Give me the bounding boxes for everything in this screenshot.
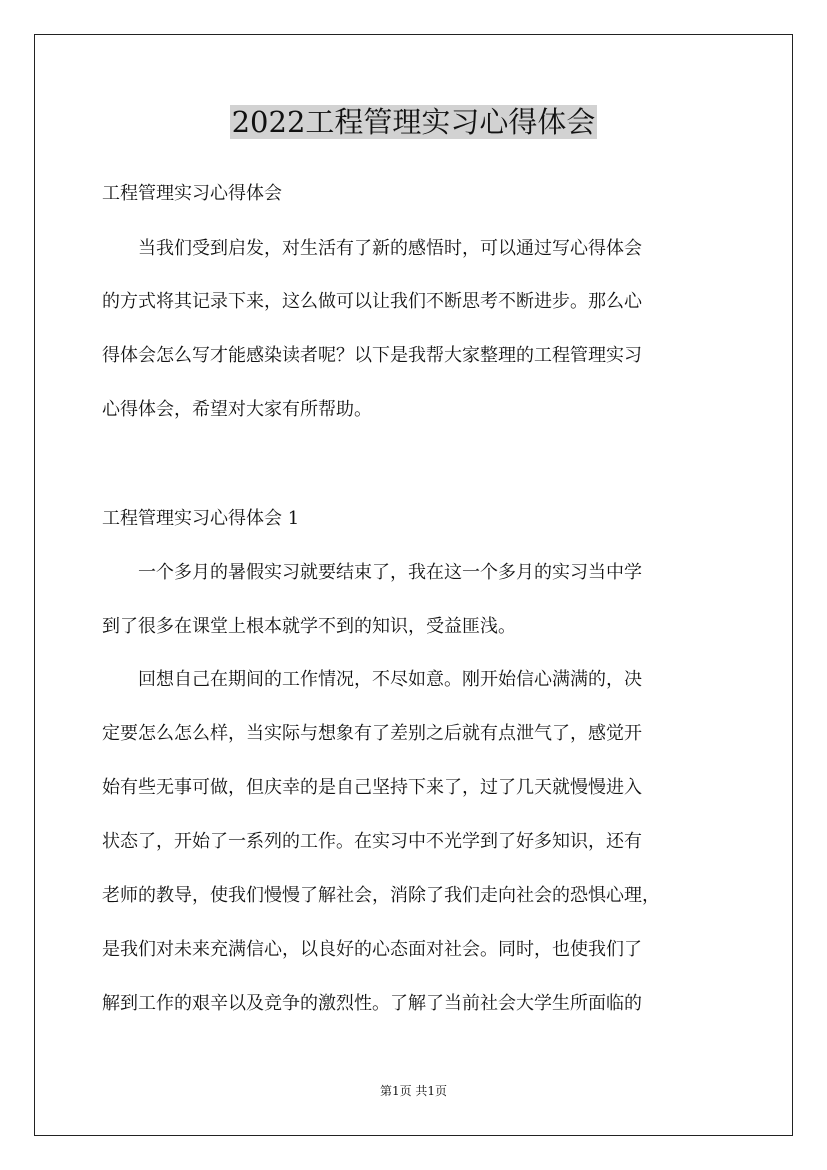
paragraph-line: 状态了，开始了一系列的工作。在实习中不光学到了好多知识，还有: [102, 831, 642, 852]
document-title: [0, 100, 827, 144]
paragraph-line: 老师的教导，使我们慢慢了解社会，消除了我们走向社会的恐惧心理，: [102, 885, 660, 906]
paragraph-line: 一个多月的暑假实习就要结束了，我在这一个多月的实习当中学: [102, 562, 642, 583]
paragraph-line: 始有些无事可做，但庆幸的是自己坚持下来了，过了几天就慢慢进入: [102, 777, 642, 798]
paragraph-line: 解到工作的艰辛以及竞争的激烈性。了解了当前社会大学生所面临的: [102, 993, 642, 1014]
section-heading: 工程管理实习心得体会 1: [102, 508, 300, 529]
paragraph-line: 心得体会，希望对大家有所帮助。: [102, 399, 372, 420]
paragraph-line: 的方式将其记录下来，这么做可以让我们不断思考不断进步。那么心: [102, 291, 642, 312]
paragraph-line: 得体会怎么写才能感染读者呢？以下是我帮大家整理的工程管理实习: [102, 345, 642, 366]
paragraph-line: 是我们对未来充满信心，以良好的心态面对社会。同时，也使我们了: [102, 939, 642, 960]
paragraph-line: 到了很多在课堂上根本就学不到的知识，受益匪浅。: [102, 616, 516, 637]
document-title-text: 2022工程管理实习心得体会: [231, 105, 596, 139]
paragraph-line: 定要怎么怎么样，当实际与想象有了差别之后就有点泄气了，感觉开: [102, 723, 642, 744]
section-heading: 工程管理实习心得体会: [102, 183, 282, 204]
paragraph-line: 当我们受到启发，对生活有了新的感悟时，可以通过写心得体会: [102, 238, 642, 259]
page-number-footer: 第1页 共1页: [379, 1084, 448, 1098]
paragraph-line: 回想自己在期间的工作情况，不尽如意。刚开始信心满满的，决: [102, 669, 642, 690]
